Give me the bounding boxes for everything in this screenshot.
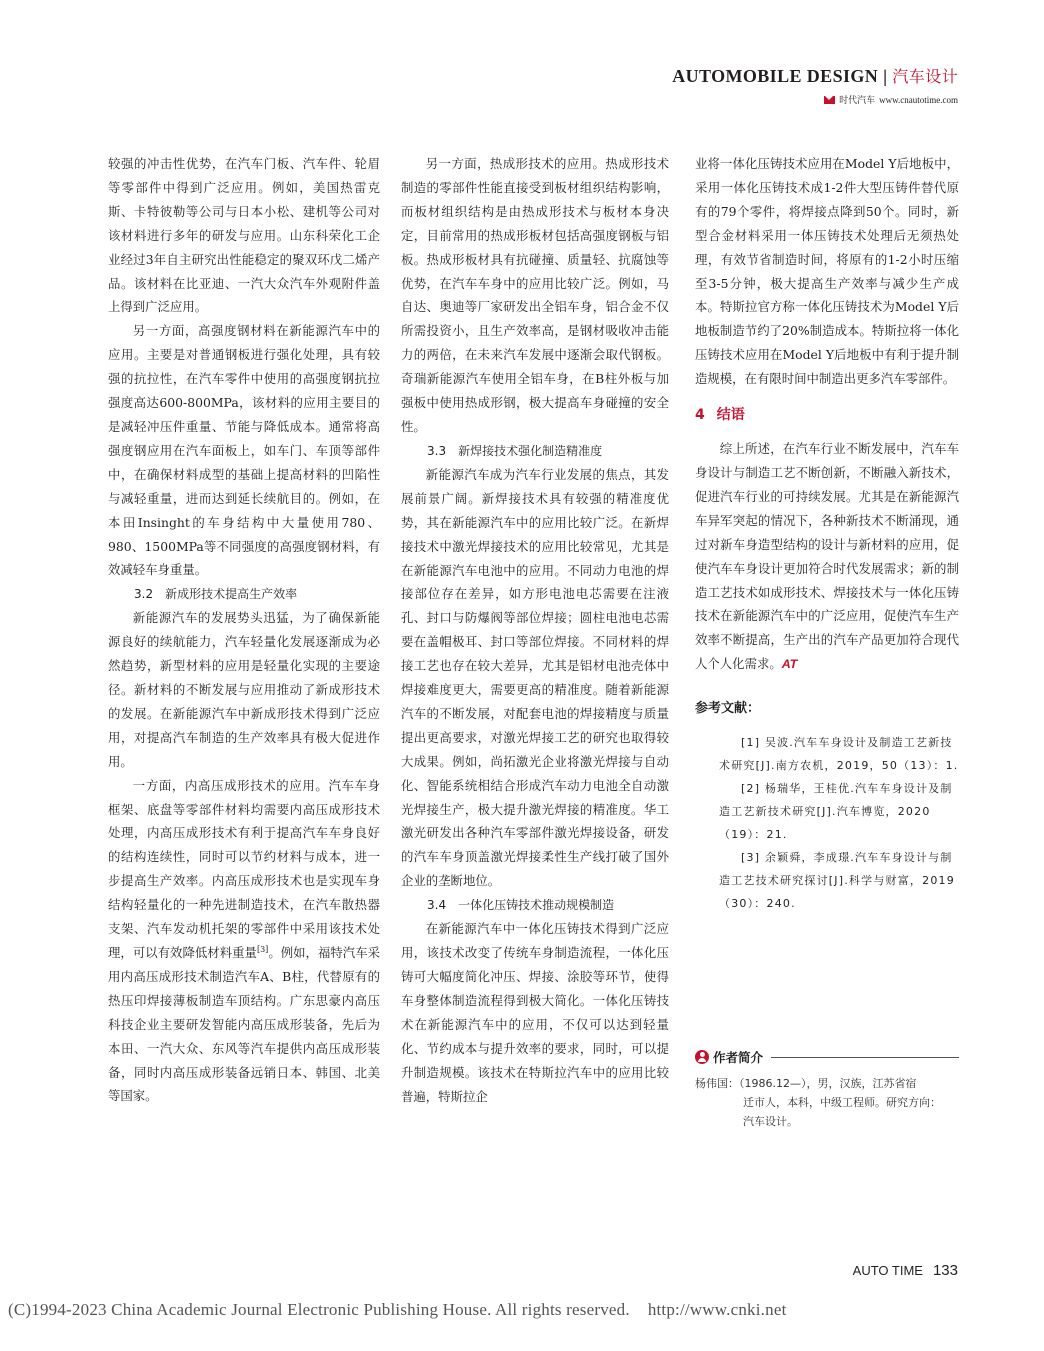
col3-paragraph-1: 业将一体化压铸技术应用在Model Y后地板中，采用一体化压铸技术成1-2件大型压铸件替代原有的79个零件，将焊接点降到50个。同时，新型合金材料采用一体压铸技术处理后无须热处理，有效节省制造时间，将原有的1-2小时压缩至3-5分钟，极大提高生产效率与减少生产成本。特斯拉官方称一体化压铸技术为Model Y后地板制造节约了20%制造成本。特斯拉将一体化压铸技术应用在Model Y后地板中有利于提升制造规模，在有限时间中制造出更多汽车零部件。 [695, 156, 959, 387]
journal-header-title [672, 64, 958, 87]
author-line-1: （1986.12—），男，汉族，江苏省宿 [739, 1077, 917, 1090]
author-bio [695, 1048, 959, 1131]
page-footer [853, 1262, 958, 1279]
reference-item: [2] 杨瑞华，王桂优.汽车车身设计及制造工艺新技术研究[J].汽车博览，2020（19）：21. [719, 782, 953, 842]
section-number: 4 [695, 407, 705, 424]
subsection-heading-3-3: 3.3 新焊接技术强化制造精准度 [427, 443, 603, 458]
col1-paragraph-2: 另一方面，高强度钢材料在新能源汽车中的应用。主要是对普通钢板进行强化处理，具有较强的抗拉性，在汽车零件中使用的高强度钢抗拉强度高达600-800MPa，该材料的应用主要目的是减轻冲压件重量、节能与降低成本。通常将高强度钢应用在汽车面板上，如车门、车顶等部件中，在确保材料成型的基础上提高材料的凹陷性与减轻重量，进而达到延长续航目的。例如，在本田Insinght的车身结构中大量使用780、980、1500MPa等不同强度的高强度钢材料，有效减轻车身重量。 [108, 323, 380, 578]
column-2 [401, 152, 669, 1108]
conclusion-paragraph [695, 437, 959, 677]
col1-paragraph-1: 较强的冲击性优势，在汽车门板、汽车件、轮眉等零部件中得到广泛应用。例如，美国热雷克斯、卡特彼勒等公司与日本小松、建机等公司对该材料进行多年的研发与应用。山东科荣化工企业经过3年自主研究出性能稳定的聚双环戊二烯产品。该材料在比亚迪、一汽大众汽车外观附件盖上得到广泛应用。 [108, 156, 380, 315]
end-mark-logo: AT [781, 657, 798, 672]
author-line-2: 迁市人，本科，中级工程师。研究方向： [743, 1096, 941, 1109]
col2-paragraph-2: 新能源汽车成为汽车行业发展的焦点，其发展前景广阔。新焊接技术具有较强的精准度优势，其在新能源汽车中的应用比较广泛。在新焊接技术中激光焊接技术的应用比较常见，尤其是在新能源汽车电池中的应用。不同动力电池的焊接部位存在差异，如方形电池电芯需要在注液孔、封口与防爆阀等部位焊接；圆柱电池电芯需要在盖帽极耳、封口等部位焊接。不同材料的焊接工艺也存在较大差异，尤其是铝材电池壳体中焊接难度更大，需要更高的精准度。随着新能源汽车的不断发展，对配套电池的焊接精度与质量提出更高要求，对激光焊接工艺的研究也取得较大成果。例如，尚拓激光企业将激光焊接与自动化、智能系统相结合形成汽车动力电池全自动激光焊接生产，极大提升激光焊接的精准度。华工激光研发出各种汽车零部件激光焊接设备，研发的汽车车身顶盖激光焊接柔性生产线打破了国外企业的垄断地位。 [401, 466, 669, 889]
reference-item: [1] 吴波.汽车车身设计及制造工艺新技术研究[J].南方农机，2019，50（13）：1. [719, 736, 959, 773]
citation-3: [3] [256, 944, 269, 954]
subsection-heading-3-2: 3.2 新成形技术提高生产效率 [134, 587, 298, 602]
author-line-3: 汽车设计。 [743, 1115, 798, 1128]
col2-paragraph-1: 另一方面，热成形技术的应用。热成形技术制造的零部件性能直接受到板材组织结构影响，而板材组织结构是由热成形技术与板材本身决定，目前常用的热成形板材包括高强度钢板与铝板。热成形板材具有抗碰撞、质量轻、抗腐蚀等优势，在汽车车身中的应用比较广泛。例如，马自达、奥迪等厂家研发出全铝车身，铝合金不仅所需投资小，且生产效率高，是钢材吸收冲击能力的两倍，在未来汽车发展中逐渐会取代钢板。奇瑞新能源汽车使用全铝车身，在B柱外板与加强板中使用热成形钢，极大提高车身碰撞的安全性。 [401, 156, 669, 434]
section-title: 结语 [716, 407, 745, 424]
conclusion-text: 综上所述，在汽车行业不断发展中，汽车车身设计与制造工艺不断创新，不断融入新技术，促进汽车行业的可持续发展。尤其是在新能源汽车异军突起的情况下，各种新技术不断涌现，通过对新车身造型结构的设计与新材料的应用，促使汽车车身设计更加符合时代发展需求；新的制造工艺技术如成形技术、焊接技术与一体化压铸技术在新能源汽车中的广泛应用，促使汽车生产效率不断提高，生产出的汽车产品更加符合现代人个人化需求。 [695, 441, 959, 672]
author-bio-header [695, 1048, 959, 1066]
col1-paragraph-4 [108, 774, 380, 1109]
divider [771, 1057, 959, 1058]
references-heading: 参考文献： [695, 701, 761, 717]
copyright-line [8, 1300, 787, 1320]
reference-item: [3] 余颖舜，李成璟.汽车车身设计与制造工艺技术研究探讨[J].科学与财富，2019（30）：240. [719, 851, 955, 911]
author-bio-title: 作者简介 [713, 1050, 764, 1065]
col2-paragraph-3: 在新能源汽车中一体化压铸技术得到广泛应用，该技术改变了传统车身制造流程，一体化压铸可大幅度简化冲压、焊接、涂胶等环节，使得车身整体制造流程得到极大简化。一体化压铸技术在新能源汽车中的应用，不仅可以达到轻量化、节约成本与提升效率的要求，同时，可以提升制造规模。该技术在特斯拉汽车中的应用比较普遍，特斯拉企 [401, 921, 669, 1104]
col1-paragraph-4-b: 。例如，福特汽车采用内高压成形技术制造汽车A、B柱，代替原有的热压印焊接薄板制造车顶结构。广东思豪内高压科技企业主要研发智能内高压成形装备，先后为本田、一汽大众、东风等汽车提供内高压成形装备，同时内高压成形装备远销日本、韩国、北美等国家。 [108, 945, 381, 1104]
column-1 [108, 152, 380, 1108]
person-icon [695, 1050, 709, 1064]
col1-paragraph-4-a: 一方面，内高压成形技术的应用。汽车车身框架、底盘等零部件材料均需要内高压成形技术处理，内高压成形技术有利于提高汽车车身良好的结构连续性，同时可以节约材料与成本，进一步提高生产效率。内高压成形技术也是实现车身结构轻量化的一种先进制造技术，在汽车散热器支架、汽车发动机托架的零部件中采用该技术处理，可以有效降低材料重量 [108, 777, 380, 960]
header-sub-cn: 时代汽车 [839, 96, 876, 106]
footer-journal-label: AUTO TIME [852, 1263, 923, 1278]
col1-paragraph-3: 新能源汽车的发展势头迅猛，为了确保新能源良好的续航能力，汽车轻量化发展逐渐成为必然趋势，新型材料的应用是轻量化实现的主要途径。新材料的不断发展与应用推动了新成形技术的发展。在新能源汽车中新成形技术得到广泛应用，对提高汽车制造的生产效率具有极大促进作用。 [108, 610, 380, 769]
header-sub-url[interactable]: www.cnautotime.com [879, 94, 958, 105]
mail-icon [824, 96, 835, 104]
page-number: 133 [932, 1262, 958, 1279]
author-name: 杨伟国： [695, 1077, 739, 1090]
cnki-link[interactable]: http://www.cnki.net [647, 1300, 787, 1319]
column-3 [695, 152, 959, 915]
header-title-en: AUTOMOBILE DESIGN [672, 66, 879, 86]
section-heading-4 [695, 401, 959, 429]
author-bio-text [695, 1074, 959, 1131]
header-title-cn: 汽车设计 [892, 67, 958, 86]
journal-header-sub [824, 93, 958, 106]
subsection-heading-3-4: 3.4 一体化压铸技术推动规模制造 [427, 898, 615, 913]
copyright-text: (C)1994-2023 China Academic Journal Electronic Publishing House. All rights reserved. [8, 1300, 630, 1319]
header-title-separator: | [883, 66, 888, 86]
